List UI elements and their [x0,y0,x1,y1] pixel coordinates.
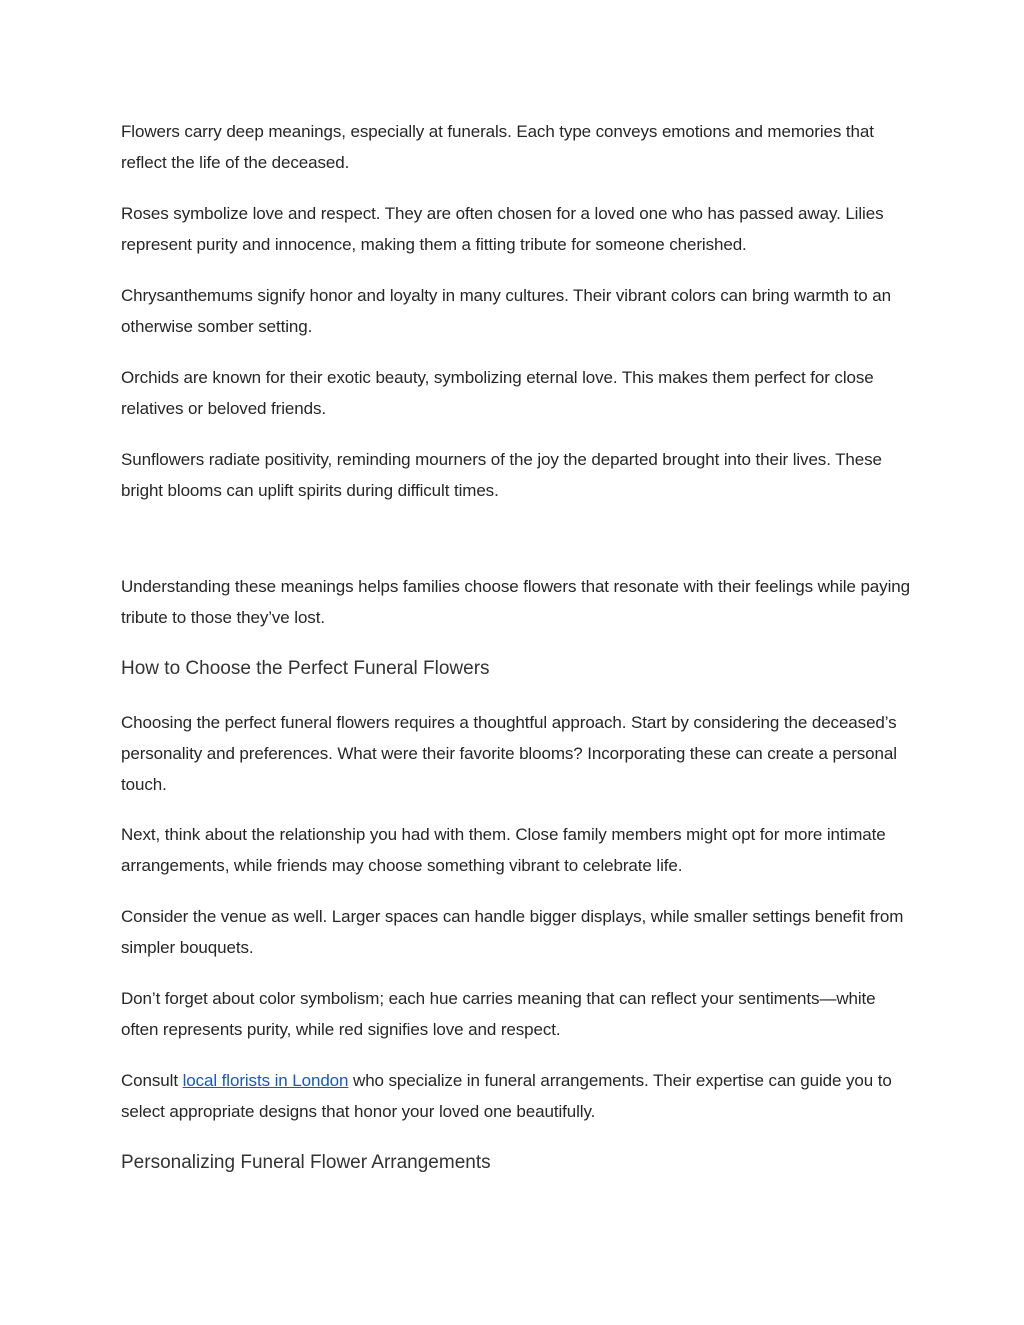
consult-text-after: who specialize in funeral arrangements. Their expertise can guide you to select appropriate designs that honor your loved one beautifully. [121,1071,892,1121]
paragraph-understanding-meanings: Understanding these meanings helps families choose flowers that resonate with their feelings while paying tribute to those they’ve lost. [121,577,910,627]
paragraph-color-symbolism: Don’t forget about color symbolism; each hue carries meaning that can reflect your sentiments—white often represents purity, while red signifies love and respect. [121,989,876,1039]
paragraph-flower-meanings: Flowers carry deep meanings, especially at funerals. Each type conveys emotions and memories that reflect the life of the deceased. [121,122,874,172]
paragraph-consult-florists [121,1065,911,1127]
paragraph-sunflowers: Sunflowers radiate positivity, reminding mourners of the joy the departed brought into their lives. These bright blooms can uplift spirits during difficult times. [121,450,882,500]
paragraph-roses-lilies: Roses symbolize love and respect. They are often chosen for a loved one who has passed away. Lilies represent purity and innocence, making them a fitting tribute for someone cherished. [121,204,884,254]
consult-text-before: Consult [121,1071,183,1090]
paragraph-choosing-approach: Choosing the perfect funeral flowers requires a thoughtful approach. Start by considering the deceased’s personality and preferences. What were their favorite blooms? Incorporating these can create a personal touch. [121,713,897,794]
paragraph-orchids: Orchids are known for their exotic beauty, symbolizing eternal love. This makes them perfect for close relatives or beloved friends. [121,368,874,418]
paragraph-venue: Consider the venue as well. Larger spaces can handle bigger displays, while smaller settings benefit from simpler bouquets. [121,907,904,957]
local-florists-link[interactable]: local florists in London [182,1071,349,1090]
section-heading-choose-flowers: How to Choose the Perfect Funeral Flowers [121,658,490,679]
paragraph-relationship: Next, think about the relationship you had with them. Close family members might opt for more intimate arrangements, while friends may choose something vibrant to celebrate life. [121,825,886,875]
section-heading-personalizing: Personalizing Funeral Flower Arrangements [121,1152,491,1173]
paragraph-chrysanthemums: Chrysanthemums signify honor and loyalty in many cultures. Their vibrant colors can bring warmth to an otherwise somber setting. [121,286,891,336]
